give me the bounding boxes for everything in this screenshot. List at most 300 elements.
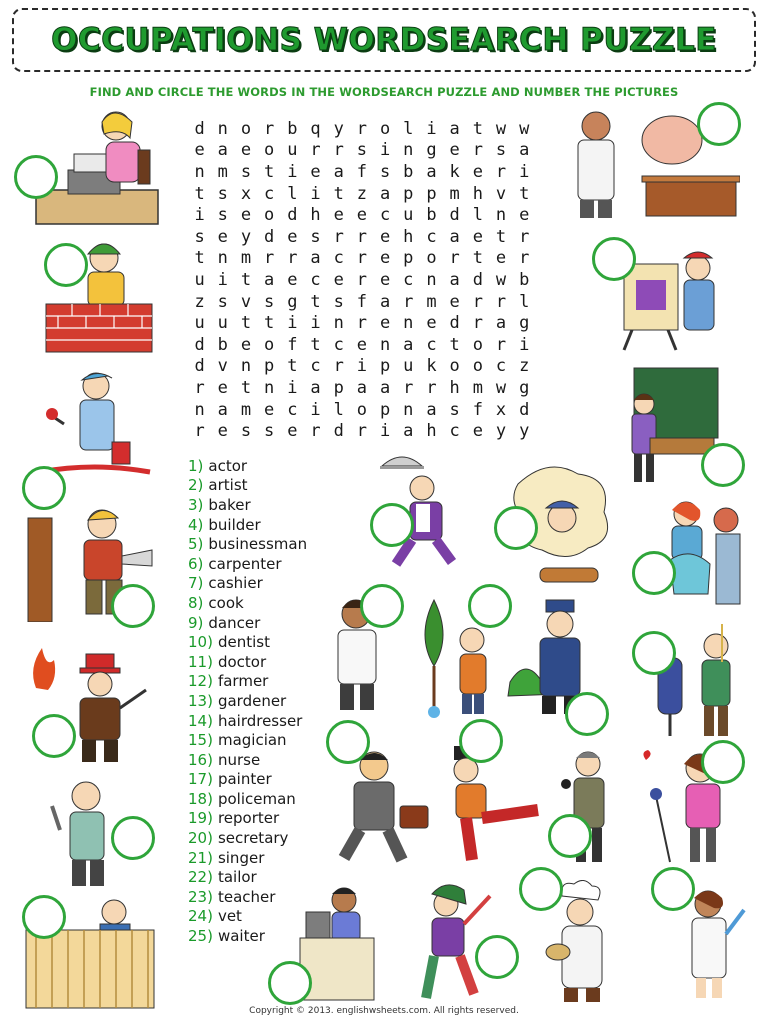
grid-letter[interactable]: t (194, 248, 205, 269)
grid-letter[interactable]: u (403, 205, 414, 226)
grid-letter[interactable]: e (333, 205, 344, 226)
answer-circle[interactable] (44, 243, 88, 287)
grid-letter[interactable]: n (217, 248, 228, 269)
word-number: 21) (188, 848, 213, 867)
grid-letter[interactable]: r (287, 248, 298, 269)
answer-circle[interactable] (548, 814, 592, 858)
grid-letter[interactable]: f (356, 161, 368, 182)
grid-letter[interactable]: i (426, 118, 437, 139)
word-list-item (188, 848, 307, 868)
grid-letter[interactable]: t (495, 226, 507, 247)
grid-letter[interactable]: e (240, 140, 252, 161)
grid-letter[interactable]: e (287, 421, 298, 442)
grid-letter[interactable]: l (519, 291, 530, 312)
grid-letter[interactable]: l (403, 118, 414, 139)
grid-letter[interactable]: s (217, 183, 228, 204)
grid-letter[interactable]: e (449, 140, 460, 161)
grid-letter[interactable]: o (356, 399, 368, 420)
grid-letter[interactable]: d (449, 313, 460, 334)
grid-letter[interactable]: i (379, 421, 391, 442)
word-number: 16) (188, 750, 213, 769)
hairdresser-picture (660, 494, 746, 612)
word-number: 3) (188, 495, 204, 514)
grid-letter[interactable]: a (449, 118, 460, 139)
grid-letter[interactable]: e (217, 377, 228, 398)
grid-letter[interactable]: i (379, 140, 391, 161)
grid-letter[interactable]: l (333, 399, 344, 420)
grid-letter[interactable]: f (287, 334, 298, 355)
grid-letter[interactable]: d (287, 205, 298, 226)
grid-letter[interactable]: r (519, 226, 530, 247)
grid-letter[interactable]: r (495, 334, 507, 355)
grid-letter[interactable]: s (333, 291, 344, 312)
grid-letter[interactable]: m (449, 183, 460, 204)
word-number: 2) (188, 476, 204, 495)
grid-letter[interactable]: i (519, 334, 530, 355)
grid-letter[interactable]: l (287, 183, 298, 204)
grid-letter[interactable]: d (194, 334, 205, 355)
grid-letter[interactable]: p (379, 399, 391, 420)
grid-letter[interactable]: c (426, 226, 437, 247)
grid-letter[interactable]: z (519, 356, 530, 377)
grid-letter[interactable]: t (240, 313, 252, 334)
grid-letter[interactable]: c (379, 205, 391, 226)
answer-circle[interactable] (111, 584, 155, 628)
grid-letter[interactable]: p (403, 183, 414, 204)
grid-letter[interactable]: s (379, 161, 391, 182)
word-list-item (188, 691, 307, 711)
grid-letter[interactable]: n (194, 161, 205, 182)
grid-letter[interactable]: b (519, 269, 530, 290)
copyright-notice: Copyright © 2013. englishwsheets.com. All rights reserved. (249, 1006, 519, 1016)
grid-letter[interactable]: t (519, 183, 530, 204)
grid-letter[interactable]: e (287, 269, 298, 290)
grid-letter[interactable]: n (264, 377, 275, 398)
grid-letter[interactable]: r (264, 118, 275, 139)
grid-letter[interactable]: n (379, 334, 391, 355)
answer-circle[interactable] (22, 895, 66, 939)
grid-letter[interactable]: a (449, 226, 460, 247)
grid-letter[interactable]: i (287, 313, 298, 334)
answer-circle[interactable] (370, 503, 414, 547)
grid-letter[interactable]: u (403, 356, 414, 377)
grid-letter[interactable]: x (240, 183, 252, 204)
grid-letter[interactable]: o (264, 334, 275, 355)
grid-letter[interactable]: a (379, 377, 391, 398)
word-number: 15) (188, 731, 213, 750)
grid-letter[interactable]: n (403, 140, 414, 161)
grid-letter[interactable]: s (449, 399, 460, 420)
grid-letter[interactable]: c (403, 269, 414, 290)
grid-letter[interactable]: i (356, 356, 368, 377)
grid-letter[interactable]: m (240, 399, 252, 420)
grid-letter[interactable]: p (426, 183, 437, 204)
grid-letter[interactable]: c (310, 269, 321, 290)
grid-letter[interactable]: w (519, 118, 530, 139)
grid-letter[interactable]: e (240, 334, 252, 355)
grid-letter[interactable]: t (240, 377, 252, 398)
grid-letter[interactable]: r (310, 140, 321, 161)
word-text: dentist (217, 633, 270, 652)
grid-letter[interactable]: c (495, 356, 507, 377)
grid-letter[interactable]: r (403, 291, 414, 312)
grid-letter[interactable]: r (426, 377, 437, 398)
grid-letter[interactable]: f (472, 399, 483, 420)
grid-letter[interactable]: i (310, 399, 321, 420)
grid-letter[interactable]: a (403, 334, 414, 355)
grid-letter[interactable]: n (217, 118, 228, 139)
grid-letter[interactable]: s (310, 226, 321, 247)
answer-circle[interactable] (632, 631, 676, 675)
grid-letter[interactable]: z (356, 183, 368, 204)
answer-circle[interactable] (111, 816, 155, 860)
answer-circle[interactable] (459, 719, 503, 763)
grid-letter[interactable]: d (449, 205, 460, 226)
grid-letter[interactable]: d (472, 269, 483, 290)
grid-letter[interactable]: n (495, 205, 507, 226)
grid-letter[interactable]: t (310, 334, 321, 355)
grid-letter[interactable]: d (333, 421, 344, 442)
grid-letter[interactable]: g (519, 377, 530, 398)
grid-letter[interactable]: u (194, 313, 205, 334)
grid-letter[interactable]: y (240, 226, 252, 247)
grid-letter[interactable]: r (333, 226, 344, 247)
answer-circle[interactable] (519, 867, 563, 911)
grid-letter[interactable]: a (379, 291, 391, 312)
grid-letter[interactable]: f (356, 291, 368, 312)
word-number: 19) (188, 809, 213, 828)
answer-circle[interactable] (32, 714, 76, 758)
word-list-item (188, 809, 307, 829)
grid-letter[interactable]: e (472, 421, 483, 442)
grid-letter[interactable]: t (287, 356, 298, 377)
grid-letter[interactable]: b (403, 161, 414, 182)
grid-row (188, 334, 536, 356)
answer-circle[interactable] (360, 584, 404, 628)
grid-letter[interactable]: i (310, 183, 321, 204)
answer-circle[interactable] (494, 506, 538, 550)
grid-letter[interactable]: s (217, 205, 228, 226)
grid-letter[interactable]: m (240, 248, 252, 269)
grid-letter[interactable]: r (519, 248, 530, 269)
grid-row (188, 204, 536, 226)
grid-letter[interactable]: y (519, 421, 530, 442)
grid-letter[interactable]: i (287, 377, 298, 398)
grid-letter[interactable]: d (194, 118, 205, 139)
grid-letter[interactable]: e (426, 313, 437, 334)
grid-letter[interactable]: a (379, 183, 391, 204)
grid-letter[interactable]: t (449, 334, 460, 355)
grid-letter[interactable]: e (379, 269, 391, 290)
grid-letter[interactable]: t (264, 161, 275, 182)
word-list-item (188, 632, 307, 652)
grid-letter[interactable]: r (356, 421, 368, 442)
grid-letter[interactable]: c (426, 334, 437, 355)
grid-letter[interactable]: c (287, 399, 298, 420)
grid-letter[interactable]: e (379, 226, 391, 247)
word-text: secretary (217, 829, 289, 848)
grid-letter[interactable]: q (310, 118, 321, 139)
grid-letter[interactable]: l (472, 205, 483, 226)
grid-letter[interactable]: o (449, 356, 460, 377)
word-text: cashier (208, 574, 263, 593)
grid-letter[interactable]: h (403, 226, 414, 247)
grid-letter[interactable]: e (356, 334, 368, 355)
word-list-item (188, 593, 307, 613)
grid-letter[interactable]: e (287, 226, 298, 247)
grid-letter[interactable]: s (356, 140, 368, 161)
grid-letter[interactable]: r (449, 248, 460, 269)
grid-letter[interactable]: r (194, 421, 205, 442)
grid-letter[interactable]: a (264, 269, 275, 290)
grid-letter[interactable]: e (310, 161, 321, 182)
grid-letter[interactable]: e (472, 226, 483, 247)
grid-letter[interactable]: e (217, 421, 228, 442)
grid-row (188, 226, 536, 248)
word-list-item (188, 867, 307, 887)
grid-letter[interactable]: s (240, 421, 252, 442)
answer-circle[interactable] (701, 740, 745, 784)
grid-letter[interactable]: o (264, 205, 275, 226)
grid-letter[interactable]: t (264, 313, 275, 334)
grid-row (188, 161, 536, 183)
grid-letter[interactable]: n (403, 399, 414, 420)
grid-row (188, 399, 536, 421)
grid-letter[interactable]: r (356, 248, 368, 269)
grid-letter[interactable]: y (495, 421, 507, 442)
answer-circle[interactable] (326, 720, 370, 764)
grid-letter[interactable]: w (495, 269, 507, 290)
answer-circle[interactable] (565, 692, 609, 736)
grid-letter[interactable]: v (240, 291, 252, 312)
grid-letter[interactable]: o (240, 118, 252, 139)
grid-letter[interactable]: e (333, 269, 344, 290)
grid-letter[interactable]: a (356, 377, 368, 398)
word-number: 23) (188, 887, 213, 906)
grid-letter[interactable]: r (194, 377, 205, 398)
answer-circle[interactable] (268, 961, 312, 1005)
grid-letter[interactable]: r (472, 291, 483, 312)
grid-letter[interactable]: i (194, 205, 205, 226)
grid-letter[interactable]: a (449, 269, 460, 290)
word-list-item (188, 907, 307, 927)
grid-letter[interactable]: x (495, 399, 507, 420)
answer-circle[interactable] (14, 155, 58, 199)
word-text: baker (208, 495, 251, 514)
grid-letter[interactable]: m (426, 291, 437, 312)
grid-letter[interactable]: h (449, 377, 460, 398)
grid-letter[interactable]: b (426, 205, 437, 226)
grid-letter[interactable]: i (217, 269, 228, 290)
word-list-item (188, 828, 307, 848)
grid-letter[interactable]: n (403, 313, 414, 334)
grid-letter[interactable]: d (519, 399, 530, 420)
word-list-item (188, 672, 307, 692)
grid-letter[interactable]: e (194, 140, 205, 161)
answer-circle[interactable] (475, 935, 519, 979)
grid-letter[interactable]: r (403, 377, 414, 398)
wordsearch-grid[interactable] (188, 118, 536, 442)
answer-circle[interactable] (701, 443, 745, 487)
grid-letter[interactable]: e (217, 226, 228, 247)
grid-letter[interactable]: t (194, 183, 205, 204)
grid-letter[interactable]: a (519, 140, 530, 161)
word-number: 4) (188, 515, 204, 534)
grid-letter[interactable]: s (264, 421, 275, 442)
word-number: 1) (188, 456, 204, 475)
grid-letter[interactable]: h (472, 183, 483, 204)
grid-letter[interactable]: n (194, 399, 205, 420)
grid-letter[interactable]: e (379, 313, 391, 334)
grid-letter[interactable]: c (333, 334, 344, 355)
grid-letter[interactable]: e (495, 248, 507, 269)
grid-letter[interactable]: g (426, 140, 437, 161)
grid-letter[interactable]: e (240, 205, 252, 226)
grid-letter[interactable]: v (495, 183, 507, 204)
grid-letter[interactable]: y (333, 118, 344, 139)
word-list-item (188, 613, 307, 633)
word-list-item (188, 926, 307, 946)
grid-letter[interactable]: r (356, 118, 368, 139)
grid-letter[interactable]: k (449, 161, 460, 182)
grid-letter[interactable]: o (472, 356, 483, 377)
grid-letter[interactable]: i (519, 161, 530, 182)
grid-letter[interactable]: p (379, 356, 391, 377)
grid-letter[interactable]: a (217, 399, 228, 420)
grid-letter[interactable]: r (264, 248, 275, 269)
grid-letter[interactable]: s (194, 226, 205, 247)
grid-letter[interactable]: n (426, 269, 437, 290)
grid-letter[interactable]: g (519, 313, 530, 334)
grid-letter[interactable]: p (333, 377, 344, 398)
word-number: 8) (188, 593, 204, 612)
grid-letter[interactable]: r (333, 356, 344, 377)
word-text: artist (208, 476, 248, 495)
grid-letter[interactable]: t (333, 183, 344, 204)
grid-letter[interactable]: t (240, 269, 252, 290)
grid-letter[interactable]: z (194, 291, 205, 312)
grid-letter[interactable]: a (495, 313, 507, 334)
word-number: 24) (188, 907, 213, 926)
grid-letter[interactable]: s (264, 291, 275, 312)
grid-letter[interactable]: a (310, 377, 321, 398)
answer-circle[interactable] (592, 237, 636, 281)
grid-letter[interactable]: w (495, 118, 507, 139)
grid-letter[interactable]: r (495, 161, 507, 182)
grid-letter[interactable]: e (519, 205, 530, 226)
grid-letter[interactable]: w (495, 377, 507, 398)
grid-letter[interactable]: m (217, 161, 228, 182)
word-number: 11) (188, 652, 213, 671)
word-number: 5) (188, 535, 204, 554)
grid-letter[interactable]: t (472, 248, 483, 269)
grid-letter[interactable]: r (472, 140, 483, 161)
grid-letter[interactable]: r (333, 140, 344, 161)
grid-letter[interactable]: h (310, 205, 321, 226)
grid-letter[interactable]: d (264, 226, 275, 247)
grid-letter[interactable]: a (426, 399, 437, 420)
grid-letter[interactable]: r (356, 313, 368, 334)
grid-letter[interactable]: e (356, 205, 368, 226)
grid-row (188, 183, 536, 205)
grid-letter[interactable]: d (194, 356, 205, 377)
grid-letter[interactable]: a (217, 140, 228, 161)
grid-letter[interactable]: t (472, 118, 483, 139)
grid-letter[interactable]: e (472, 161, 483, 182)
grid-letter[interactable]: a (426, 161, 437, 182)
answer-circle[interactable] (651, 867, 695, 911)
grid-letter[interactable]: u (217, 313, 228, 334)
grid-letter[interactable]: o (426, 248, 437, 269)
grid-letter[interactable]: r (310, 421, 321, 442)
grid-letter[interactable]: i (287, 161, 298, 182)
grid-letter[interactable]: u (287, 140, 298, 161)
word-number: 25) (188, 927, 213, 946)
word-number: 7) (188, 574, 204, 593)
instructions: FIND AND CIRCLE THE WORDS IN THE WORDSEARCH PUZZLE AND NUMBER THE PICTURES (89, 85, 679, 99)
word-text: actor (208, 456, 248, 475)
grid-row (188, 248, 536, 270)
grid-letter[interactable]: b (287, 118, 298, 139)
grid-letter[interactable]: c (264, 183, 275, 204)
grid-letter[interactable]: r (356, 226, 368, 247)
grid-letter[interactable]: h (426, 421, 437, 442)
grid-letter[interactable]: c (449, 421, 460, 442)
grid-letter[interactable]: o (379, 118, 391, 139)
grid-letter[interactable]: c (310, 356, 321, 377)
grid-letter[interactable]: a (403, 421, 414, 442)
grid-letter[interactable]: u (194, 269, 205, 290)
grid-letter[interactable]: e (449, 291, 460, 312)
grid-letter[interactable]: g (287, 291, 298, 312)
grid-letter[interactable]: s (217, 291, 228, 312)
grid-letter[interactable]: t (310, 291, 321, 312)
word-list-item (188, 554, 307, 574)
word-number: 17) (188, 770, 213, 789)
grid-letter[interactable]: r (495, 291, 507, 312)
grid-letter[interactable]: s (240, 161, 252, 182)
word-number: 6) (188, 554, 204, 573)
word-list-item (188, 770, 307, 790)
grid-letter[interactable]: o (472, 334, 483, 355)
grid-letter[interactable]: e (379, 248, 391, 269)
grid-letter[interactable]: a (310, 248, 321, 269)
grid-letter[interactable]: e (264, 399, 275, 420)
grid-letter[interactable]: v (217, 356, 228, 377)
grid-letter[interactable]: s (495, 140, 507, 161)
grid-letter[interactable]: p (264, 356, 275, 377)
grid-letter[interactable]: n (240, 356, 252, 377)
grid-letter[interactable]: r (356, 269, 368, 290)
answer-circle[interactable] (697, 102, 741, 146)
word-number: 13) (188, 691, 213, 710)
grid-letter[interactable]: p (403, 248, 414, 269)
grid-letter[interactable]: r (472, 313, 483, 334)
grid-letter[interactable]: o (264, 140, 275, 161)
answer-circle[interactable] (632, 551, 676, 595)
grid-letter[interactable]: n (333, 313, 344, 334)
grid-letter[interactable]: i (310, 313, 321, 334)
word-list-item (188, 456, 307, 476)
grid-letter[interactable]: b (217, 334, 228, 355)
word-list-item (188, 476, 307, 496)
grid-letter[interactable]: k (426, 356, 437, 377)
word-text: magician (217, 731, 287, 750)
grid-letter[interactable]: m (472, 377, 483, 398)
word-text: builder (208, 515, 261, 534)
grid-letter[interactable]: a (333, 161, 344, 182)
grid-letter[interactable]: c (333, 248, 344, 269)
